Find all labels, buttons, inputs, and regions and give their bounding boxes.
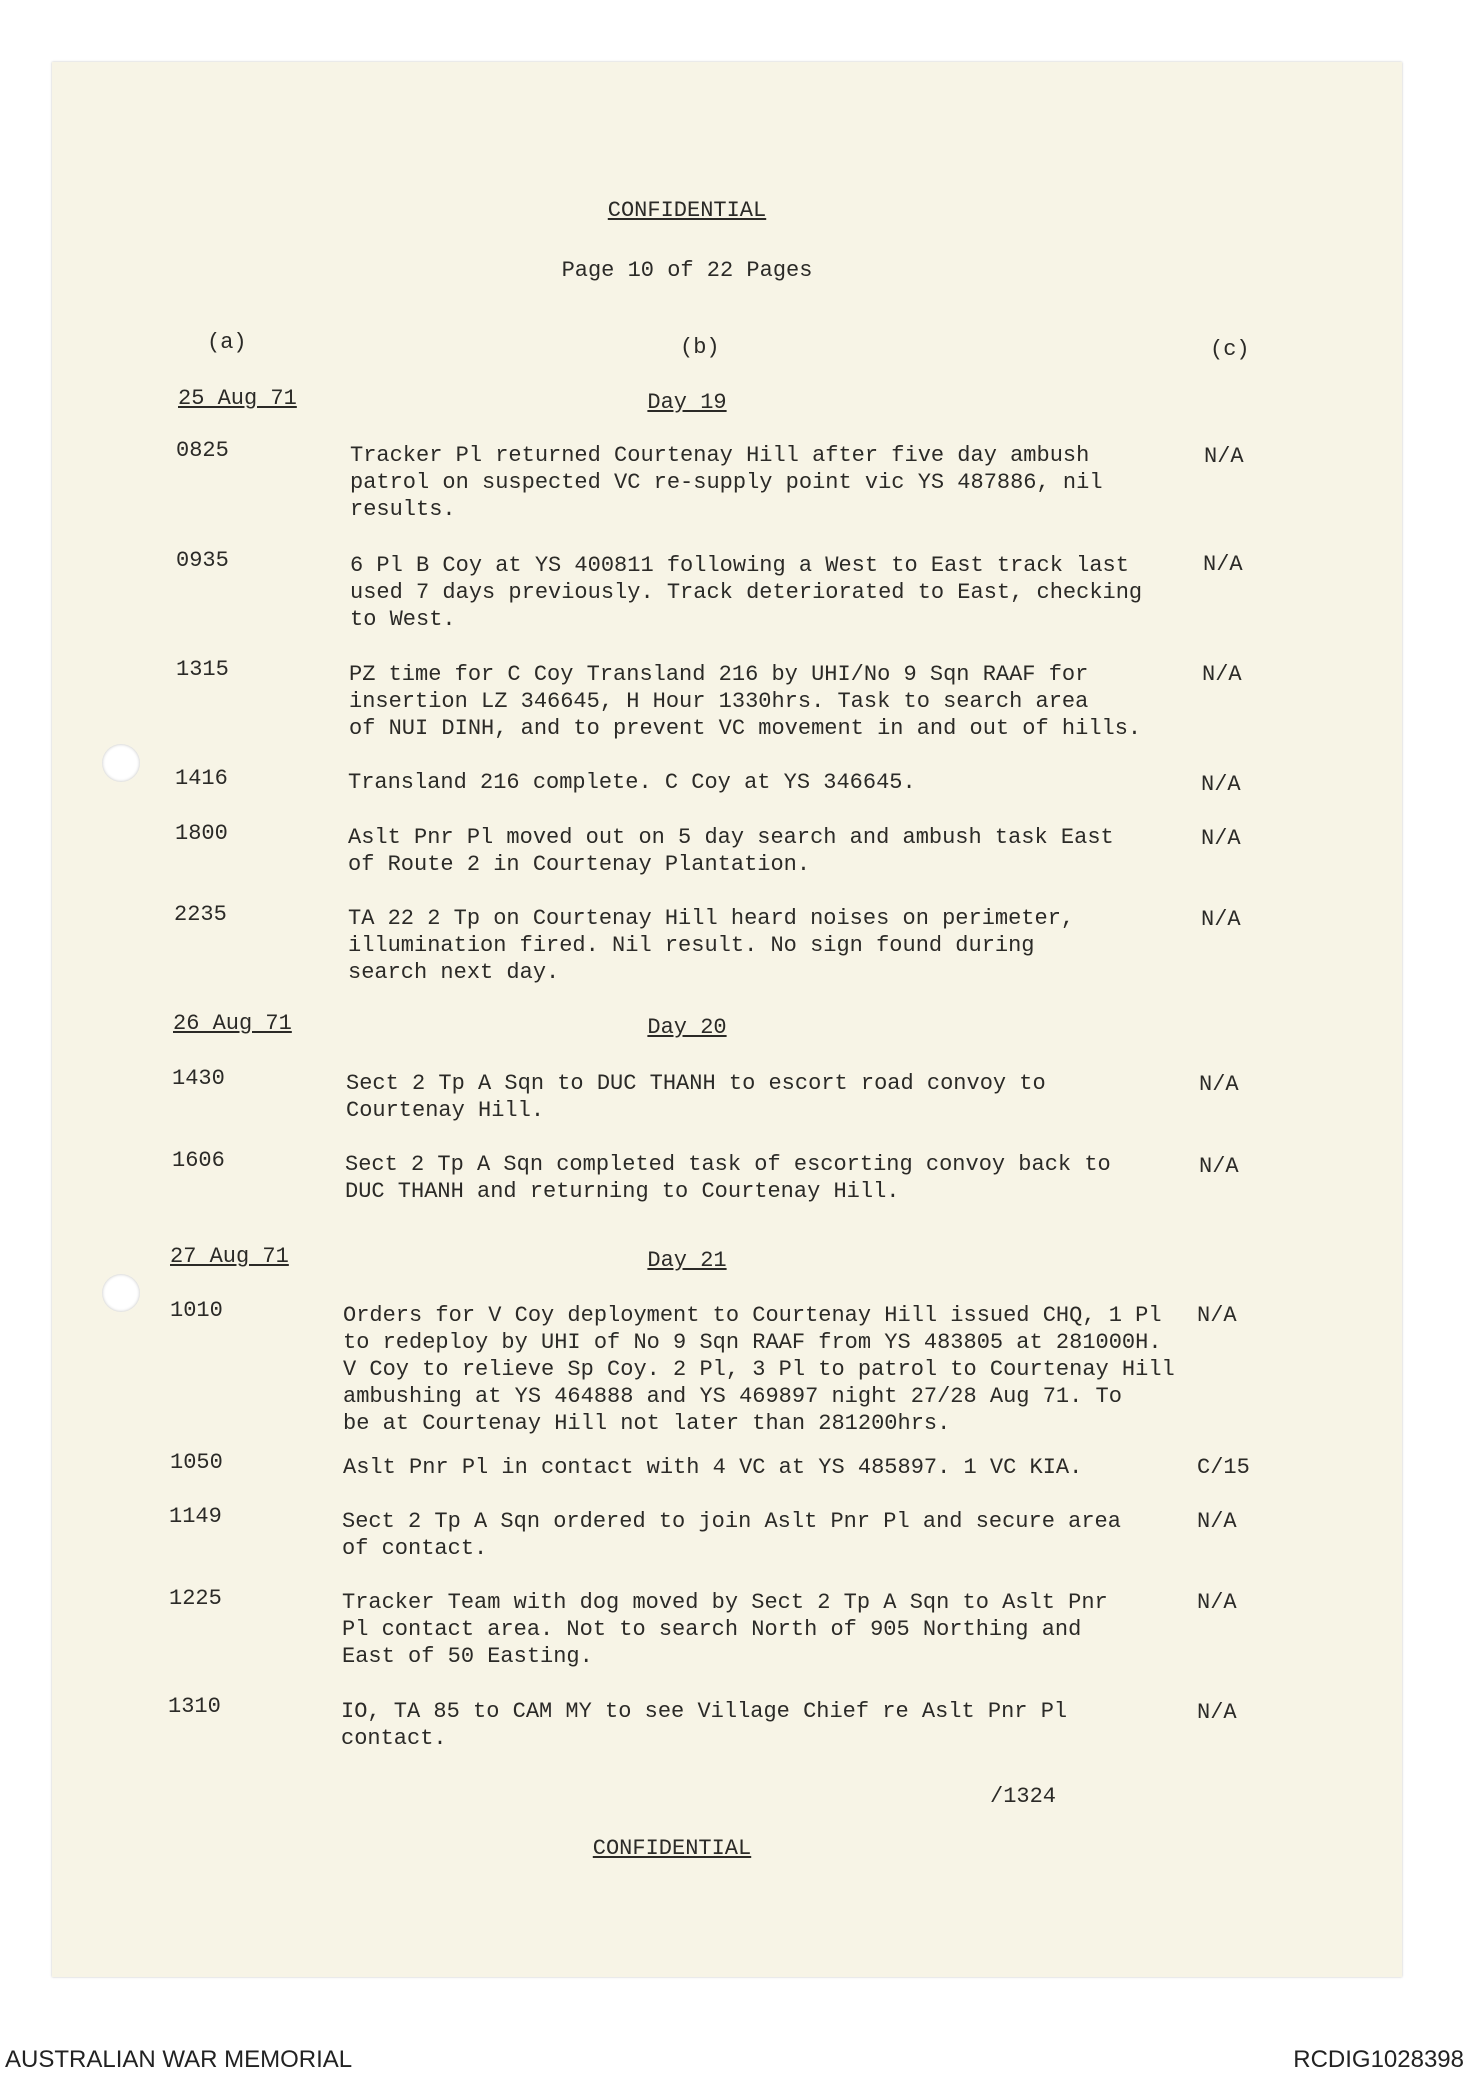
entry-ref: N/A bbox=[1197, 1509, 1237, 1534]
entry-ref: N/A bbox=[1199, 1154, 1239, 1179]
entry-text: TA 22 2 Tp on Courtenay Hill heard noises on perimeter, illumination fired. Nil result. No sign found during search next day. bbox=[348, 906, 1075, 985]
column-a-header: (a) bbox=[207, 330, 247, 355]
document-page bbox=[52, 62, 1402, 1977]
entry-text: IO, TA 85 to CAM MY to see Village Chief re Aslt Pnr Pl contact. bbox=[341, 1699, 1068, 1751]
entry-ref: N/A bbox=[1197, 1700, 1237, 1725]
entry-time: 1010 bbox=[170, 1298, 223, 1323]
entry-text: 6 Pl B Coy at YS 400811 following a West to East track last used 7 days previously. Track deteriorated to East, checking to West. bbox=[350, 553, 1143, 632]
entry-ref: N/A bbox=[1203, 552, 1243, 577]
entry-ref: C/15 bbox=[1197, 1455, 1250, 1480]
date-heading: 25 Aug 71 bbox=[178, 386, 297, 411]
column-b-header: (b) bbox=[680, 335, 720, 360]
day-heading: Day 20 bbox=[647, 1015, 727, 1040]
entry-text: Orders for V Coy deployment to Courtenay Hill issued CHQ, 1 Pl to redeploy by UHI of No 9 Sqn RAAF from YS 483805 at 281000H. V Coy to relieve Sp Coy. 2 Pl, 3 Pl to patrol to Courtenay Hill ambushing at YS 464888 and YS 469897 night 27/28 Aug 71. To be at Courtenay Hill not later than 281200hrs. bbox=[343, 1303, 1175, 1436]
entry-ref: N/A bbox=[1201, 772, 1241, 797]
archive-source-label: AUSTRALIAN WAR MEMORIAL bbox=[5, 2046, 353, 2073]
entry-time: 1225 bbox=[169, 1586, 222, 1611]
entry-time: 1315 bbox=[176, 657, 229, 682]
entry-text: Tracker Team with dog moved by Sect 2 Tp A Sqn to Aslt Pnr Pl contact area. Not to search North of 905 Northing and East of 50 Easting. bbox=[342, 1590, 1108, 1669]
entry-time: 1310 bbox=[168, 1694, 221, 1719]
entry-ref: N/A bbox=[1201, 826, 1241, 851]
entry-time: 0935 bbox=[176, 548, 229, 573]
entry-time: 1149 bbox=[169, 1504, 222, 1529]
continuation-marker: /1324 bbox=[990, 1784, 1057, 1809]
day-heading: Day 19 bbox=[647, 390, 727, 415]
entry-text: PZ time for C Coy Transland 216 by UHI/No 9 Sqn RAAF for insertion LZ 346645, H Hour 1330hrs. Task to search area of NUI DINH, and to prevent VC movement in and out of hills. bbox=[349, 662, 1142, 741]
entry-ref: N/A bbox=[1199, 1072, 1239, 1097]
entry-time: 2235 bbox=[174, 902, 227, 927]
entry-text: Aslt Pnr Pl moved out on 5 day search and ambush task East of Route 2 in Courtenay Plantation. bbox=[348, 825, 1114, 877]
entry-text: Tracker Pl returned Courtenay Hill after five day ambush patrol on suspected VC re-supply point vic YS 487886, nil results. bbox=[350, 443, 1103, 522]
classification-top: CONFIDENTIAL bbox=[607, 198, 767, 223]
entry-ref: N/A bbox=[1204, 444, 1244, 469]
classification-bottom: CONFIDENTIAL bbox=[592, 1836, 752, 1861]
entry-text: Aslt Pnr Pl in contact with 4 VC at YS 485897. 1 VC KIA. bbox=[343, 1455, 1083, 1480]
date-heading: 26 Aug 71 bbox=[173, 1011, 292, 1036]
entry-text: Sect 2 Tp A Sqn to DUC THANH to escort road convoy to Courtenay Hill. bbox=[346, 1071, 1046, 1123]
entry-time: 1430 bbox=[172, 1066, 225, 1091]
entry-text: Sect 2 Tp A Sqn ordered to join Aslt Pnr Pl and secure area of contact. bbox=[342, 1509, 1121, 1561]
date-heading: 27 Aug 71 bbox=[170, 1244, 289, 1269]
entry-time: 1800 bbox=[175, 821, 228, 846]
entry-text: Sect 2 Tp A Sqn completed task of escorting convoy back to DUC THANH and returning to Courtenay Hill. bbox=[345, 1152, 1111, 1204]
entry-ref: N/A bbox=[1202, 662, 1242, 687]
entry-time: 1606 bbox=[172, 1148, 225, 1173]
day-heading: Day 21 bbox=[647, 1248, 727, 1273]
punch-hole-bottom bbox=[102, 1274, 140, 1312]
archive-id-label: RCDIG1028398 bbox=[1293, 2046, 1464, 2073]
column-c-header: (c) bbox=[1210, 337, 1250, 362]
entry-text: Transland 216 complete. C Coy at YS 346645. bbox=[348, 770, 916, 795]
entry-time: 0825 bbox=[176, 438, 229, 463]
entry-ref: N/A bbox=[1197, 1303, 1237, 1328]
page-label: Page 10 of 22 Pages bbox=[561, 258, 813, 283]
entry-time: 1050 bbox=[170, 1450, 223, 1475]
entry-ref: N/A bbox=[1197, 1590, 1237, 1615]
entry-time: 1416 bbox=[175, 766, 228, 791]
punch-hole-top bbox=[102, 744, 140, 782]
entry-ref: N/A bbox=[1201, 907, 1241, 932]
